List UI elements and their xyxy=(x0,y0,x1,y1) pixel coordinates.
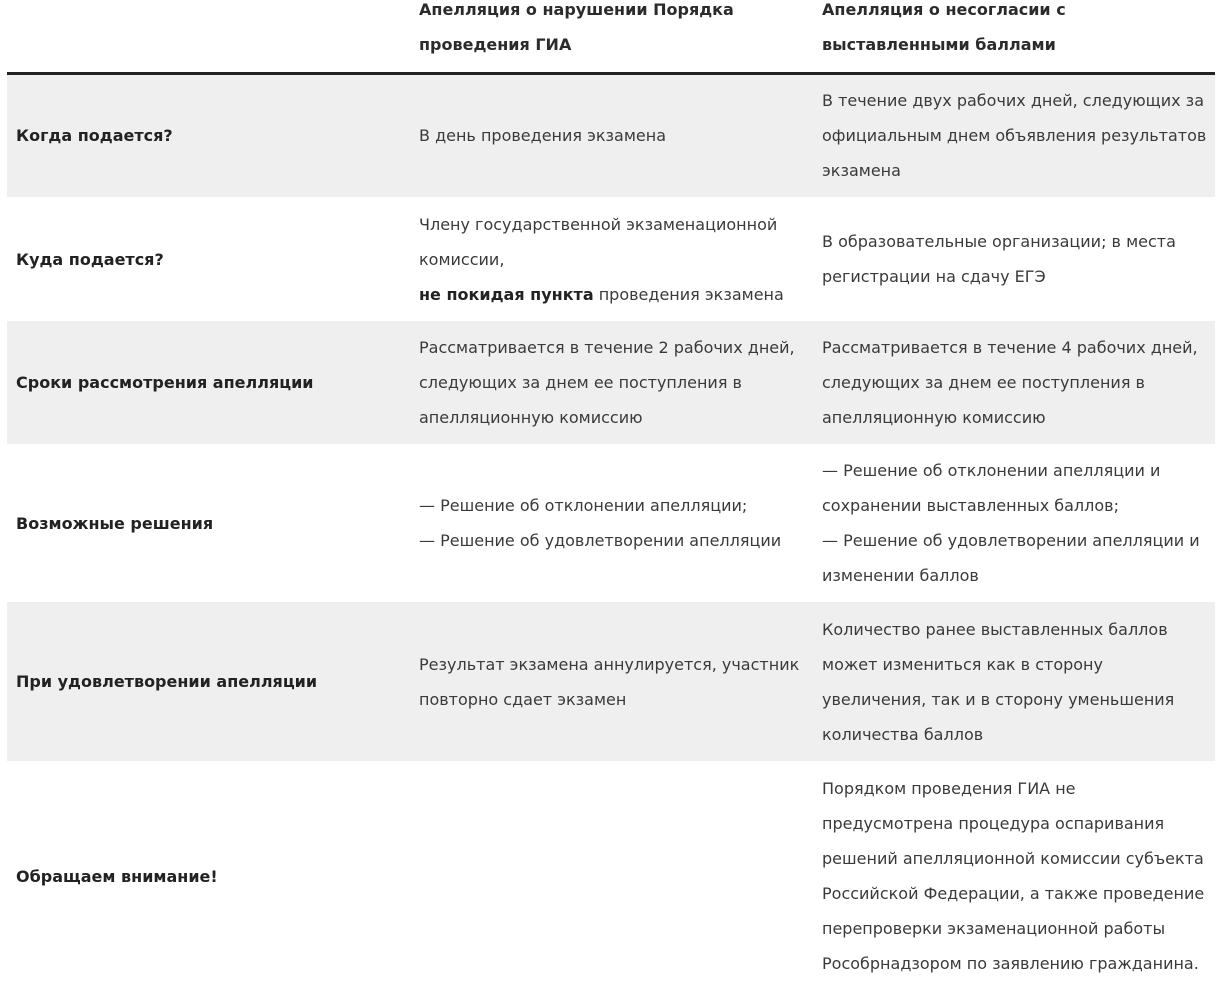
violation-bold-text: не покидая пункта xyxy=(419,284,594,304)
list-item: — Решение об отклонении апелляции; xyxy=(419,496,748,515)
table-row xyxy=(7,761,1216,991)
list-item: — Решение об удовлетворении апелляции и изменении баллов xyxy=(822,531,1200,585)
row-label: Обращаем внимание! xyxy=(16,866,218,886)
table-row xyxy=(7,197,1216,321)
disagreement-cell xyxy=(813,444,1216,602)
list-item: — Решение об удовлетворении апелляции xyxy=(419,531,782,550)
header-violation-text: Апелляция о нарушении Порядка проведения ГИА xyxy=(419,0,734,54)
header-violation-appeal xyxy=(410,0,813,73)
violation-cell xyxy=(410,444,813,602)
table-header xyxy=(7,0,1216,73)
table-row xyxy=(7,73,1216,197)
row-label: Куда подается? xyxy=(16,249,164,269)
header-disagreement-text: Апелляция о несогласии с выставленными баллами xyxy=(822,0,1066,54)
page-right-margin xyxy=(1215,0,1229,978)
violation-cell: Рассматривается в течение 2 рабочих дней, следующих за днем ее поступления в апелляционную комиссию xyxy=(410,321,813,444)
table-body xyxy=(7,73,1216,991)
violation-cell: Результат экзамена аннулируется, участник повторно сдает экзамен xyxy=(410,602,813,761)
list-item: — Решение об отклонении апелляции и сохранении выставленных баллов; xyxy=(822,461,1161,515)
violation-cell xyxy=(410,761,813,991)
violation-text-end: проведения экзамена xyxy=(598,284,784,304)
violation-cell: В день проведения экзамена xyxy=(410,73,813,197)
row-label: Сроки рассмотрения апелляции xyxy=(7,321,410,444)
violation-cell xyxy=(410,197,813,321)
disagreement-cell: В течение двух рабочих дней, следующих за официальным днем объявления результатов экзамена xyxy=(813,73,1216,197)
header-disagreement-appeal xyxy=(813,0,1216,73)
header-row xyxy=(7,0,1216,73)
row-label: Возможные решения xyxy=(16,513,214,533)
violation-text: Члену государственной экзаменационной комиссии, xyxy=(419,214,778,269)
disagreement-cell: Рассматривается в течение 4 рабочих дней, следующих за днем ее поступления в апелляционную комиссию xyxy=(813,321,1216,444)
comparison-table xyxy=(7,0,1216,991)
table-row xyxy=(7,602,1216,761)
disagreement-cell: Количество ранее выставленных баллов может измениться как в сторону увеличения, так и в сторону уменьшения количества баллов xyxy=(813,602,1216,761)
row-label: При удовлетворении апелляции xyxy=(7,602,410,761)
disagreement-cell: Порядком проведения ГИА не предусмотрена процедура оспаривания решений апелляционной комиссии субъекта Российской Федерации, а также проведение перепроверки экзаменационной работы Рособрнадзором по заявлению гражданина. xyxy=(822,779,1205,973)
header-empty-cell xyxy=(7,0,410,73)
table-row xyxy=(7,444,1216,602)
table-row xyxy=(7,321,1216,444)
row-label: Когда подается? xyxy=(7,73,410,197)
disagreement-cell: В образовательные организации; в места регистрации на сдачу ЕГЭ xyxy=(822,232,1176,286)
